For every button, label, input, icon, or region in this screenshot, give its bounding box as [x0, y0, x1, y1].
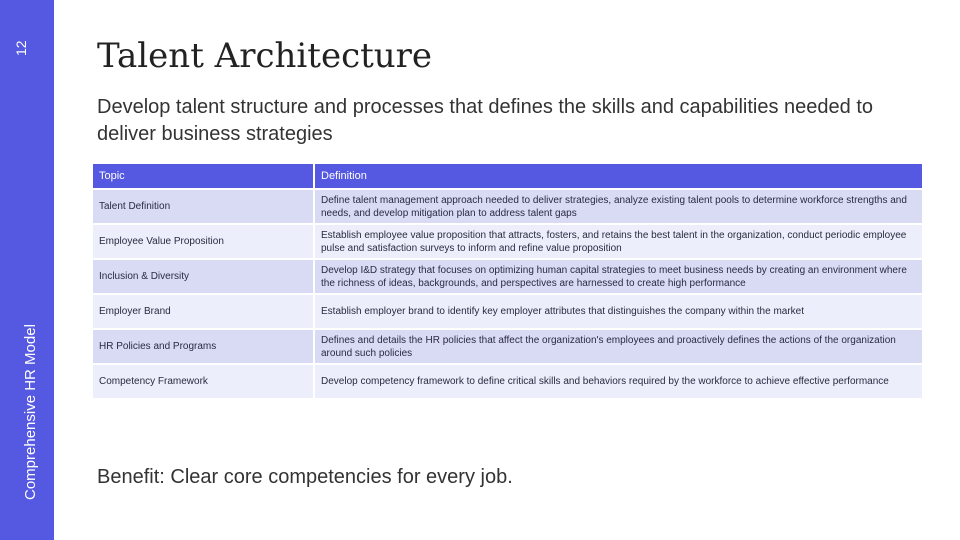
row-definition: Establish employer brand to identify key employer attributes that distinguishes the company within the market [315, 295, 922, 328]
table-row [93, 330, 922, 363]
table-row [93, 225, 922, 258]
section-label: Comprehensive HR Model [22, 324, 39, 500]
talent-table [91, 162, 924, 400]
row-definition: Develop I&D strategy that focuses on optimizing human capital strategies to meet business needs by creating an environment where the richness of ideas, backgrounds, and perspectives are harnessed to create high performance [315, 260, 922, 293]
slide-title: Talent Architecture [97, 36, 433, 76]
row-topic: Inclusion & Diversity [93, 260, 313, 293]
table-row [93, 190, 922, 223]
sidebar [0, 0, 54, 540]
slide-subtitle: Develop talent structure and processes that defines the skills and capabilities needed to deliver business strategies [97, 96, 874, 145]
row-definition: Develop competency framework to define critical skills and behaviors required by the workforce to achieve effective performance [315, 365, 922, 398]
row-topic: Talent Definition [93, 190, 313, 223]
row-definition: Defines and details the HR policies that affect the organization's employees and proactively defines the actions of the organization around such policies [315, 330, 922, 363]
row-topic: HR Policies and Programs [93, 330, 313, 363]
row-topic: Employer Brand [93, 295, 313, 328]
table-row [93, 260, 922, 293]
row-definition: Define talent management approach needed to deliver strategies, analyze existing talent pools to determine workforce strengths and needs, and develop mitigation plan to address talent gaps [315, 190, 922, 223]
header-topic: Topic [93, 164, 313, 188]
row-topic: Employee Value Proposition [93, 225, 313, 258]
row-topic: Competency Framework [93, 365, 313, 398]
row-definition: Establish employee value proposition that attracts, fosters, and retains the best talent in the organization, conduct periodic employee pulse and satisfaction surveys to inform and refine value proposition [315, 225, 922, 258]
table-header-row [93, 164, 922, 188]
page-number: 12 [13, 40, 29, 56]
table-row [93, 295, 922, 328]
benefit-statement: Benefit: Clear core competencies for every job. [97, 466, 513, 488]
header-definition: Definition [315, 164, 922, 188]
table-row [93, 365, 922, 398]
